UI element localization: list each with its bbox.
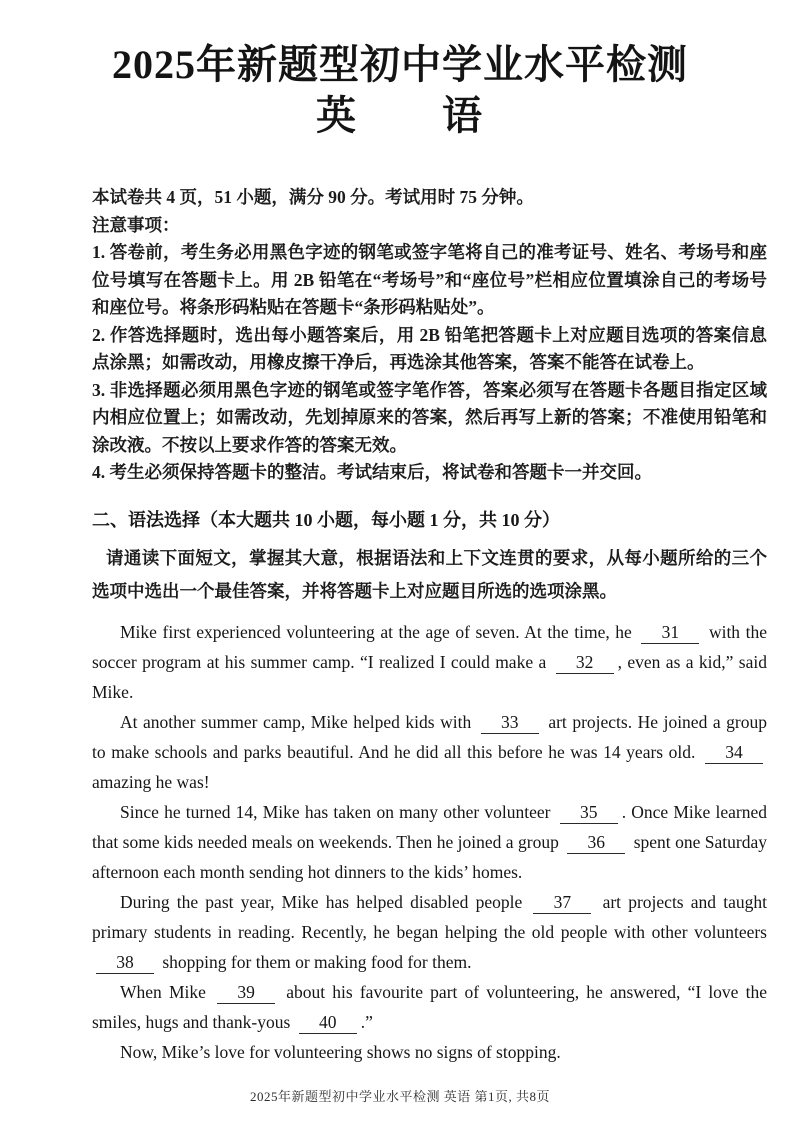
- cloze-blank-34: 34: [705, 741, 763, 764]
- cloze-blank-40: 40: [299, 1011, 357, 1034]
- page-footer: 2025年新题型初中学业水平检测 英语 第1页, 共8页: [249, 1089, 550, 1104]
- cloze-blank-39: 39: [217, 981, 275, 1004]
- notice-title: 注意事项：: [92, 214, 180, 235]
- notice-item-4: 4. 考生必须保持答题卡的整洁。考试结束后，将试卷和答题卡一并交回。: [92, 462, 652, 482]
- notice-item-3: 3. 非选择题必须用黑色字迹的钢笔或签字笔作答，答案必须写在答题卡各题目指定区域内相应位置上；如需改动，先划掉原来的答案，然后再写上新的答案；不准使用铅笔和涂改液。不按以上要求作答的答案无效。: [92, 379, 767, 455]
- passage-paragraph-5: When Mike 39 about his favourite part of volunteering, he answered, “I love the smiles, hugs and thank-yous 40 .”: [92, 981, 767, 1032]
- section-instructions: 请通读下面短文，掌握其大意，根据语法和上下文连贯的要求，从每小题所给的三个选项中选出一个最佳答案，并将答题卡上对应题目所选的选项涂黑。: [92, 547, 767, 601]
- passage-paragraph-1: Mike first experienced volunteering at the age of seven. At the time, he 31 with the soccer program at his summer camp. “I realized I could make a 32 , even as a kid,” said Mike.: [92, 621, 768, 702]
- section-heading: 二、语法选择（本大题共 10 小题，每小题 1 分，共 10 分）: [92, 509, 560, 530]
- exam-title: 2025年新题型初中学业水平检测: [112, 42, 688, 87]
- passage-paragraph-6: Now, Mike’s love for volunteering shows no signs of stopping.: [120, 1041, 561, 1062]
- passage-paragraph-2: At another summer camp, Mike helped kids with 33 art projects. He joined a group to make schools and parks beautiful. And he did all this before he was 14 years old. 34 amazing he was!: [92, 711, 767, 792]
- cloze-blank-38: 38: [96, 951, 154, 974]
- notice-item-1: 1. 答卷前，考生务必用黑色字迹的钢笔或签字笔将自己的准考证号、姓名、考场号和座位号填写在答题卡上。用 2B 铅笔在“考场号”和“座位号”栏相应位置填涂自己的考场号和座位号。将条形码粘贴在答题卡“条形码粘贴处”。: [92, 242, 767, 317]
- cloze-blank-35: 35: [560, 801, 618, 824]
- cloze-blank-31: 31: [641, 621, 699, 644]
- exam-info-block: [92, 184, 767, 487]
- passage-paragraph-4: During the past year, Mike has helped disabled people 37 art projects and taught primary students in reading. Recently, he began helping the old people with other volunteers 38 shopping for them or making food for them.: [92, 891, 767, 972]
- cloze-blank-33: 33: [481, 711, 539, 734]
- paper-body: [0, 140, 800, 1067]
- passage-paragraph-3: Since he turned 14, Mike has taken on many other volunteer 35 . Once Mike learned that some kids needed meals on weekends. Then he joined a group 36 spent one Saturday afternoon each month sending hot dinners to the kids’ homes.: [92, 801, 767, 882]
- title-block: [0, 0, 800, 140]
- subject-title: 英 语: [316, 93, 484, 138]
- paper-summary: 本试卷共 4 页，51 小题，满分 90 分。考试用时 75 分钟。: [92, 187, 534, 207]
- cloze-blank-37: 37: [533, 891, 591, 914]
- cloze-blank-36: 36: [567, 831, 625, 854]
- cloze-passage: [92, 617, 767, 1067]
- cloze-blank-32: 32: [556, 651, 614, 674]
- notice-item-2: 2. 作答选择题时，选出每小题答案后，用 2B 铅笔把答题卡上对应题目选项的答案信息点涂黑；如需改动，用橡皮擦干净后，再选涂其他答案，答案不能答在试卷上。: [92, 324, 767, 372]
